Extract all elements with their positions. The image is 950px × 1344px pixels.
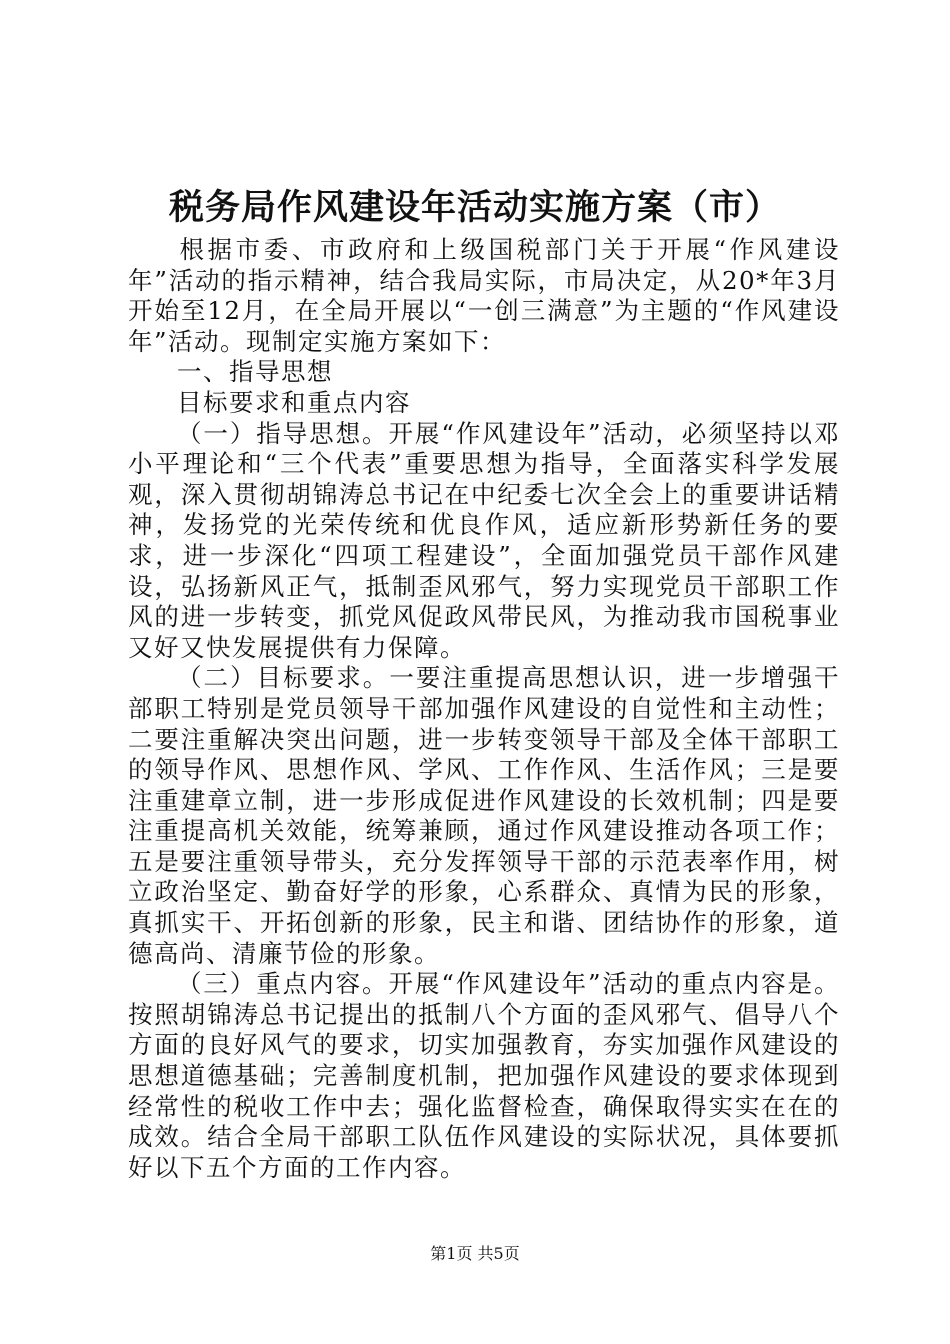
subsection-heading: 目标要求和重点内容	[177, 387, 411, 417]
document-body	[128, 235, 840, 1183]
page-footer: 第1页 共5页	[430, 1244, 520, 1263]
section-heading: 一、指导思想	[177, 357, 333, 387]
paragraph-guiding-thought: （一）指导思想。开展“作风建设年”活动，必须坚持以邓小平理论和“三个代表”重要思想为指导，全面落实科学发展观，深入贯彻胡锦涛总书记在中纪委七次全会上的重要讲话精神，发扬党的光荣传统和优良作风，适应新形势新任务的要求，进一步深化“四项工程建设”，全面加强党员干部作风建设，弘扬新风正气，抵制歪风邪气，努力实现党员干部职工作风的进一步转变，抓党风促政风带民风，为推动我市国税事业又好又快发展提供有力保障。	[128, 418, 840, 662]
intro-paragraph: 根据市委、市政府和上级国税部门关于开展“作风建设年”活动的指示精神，结合我局实际，市局决定，从20*年3月开始至12月，在全局开展以“一创三满意”为主题的“作风建设年”活动。现制定实施方案如下：	[128, 235, 840, 356]
document-title: 税务局作风建设年活动实施方案（市）	[168, 187, 781, 228]
paragraph-key-content: （三）重点内容。开展“作风建设年”活动的重点内容是。按照胡锦涛总书记提出的抵制八个方面的歪风邪气、倡导八个方面的良好风气的要求，切实加强教育，夯实加强作风建设的思想道德基础；完善制度机制，把加强作风建设的要求体现到经常性的税收工作中去；强化监督检查，确保取得实实在在的成效。结合全局干部职工队伍作风建设的实际状况，具体要抓好以下五个方面的工作内容。	[128, 969, 840, 1182]
paragraph-goals: （二）目标要求。一要注重提高思想认识，进一步增强干部职工特别是党员领导干部加强作风建设的自觉性和主动性；二要注重解决突出问题，进一步转变领导干部及全体干部职工的领导作风、思想作风、学风、工作作风、生活作风；三是要注重建章立制，进一步形成促进作风建设的长效机制；四是要注重提高机关效能，统筹兼顾，通过作风建设推动各项工作；五是要注重领导带头，充分发挥领导干部的示范表率作用，树立政治坚定、勤奋好学的形象，心系群众、真情为民的形象，真抓实干、开拓创新的形象，民主和谐、团结协作的形象，道德高尚、清廉节俭的形象。	[128, 663, 840, 968]
